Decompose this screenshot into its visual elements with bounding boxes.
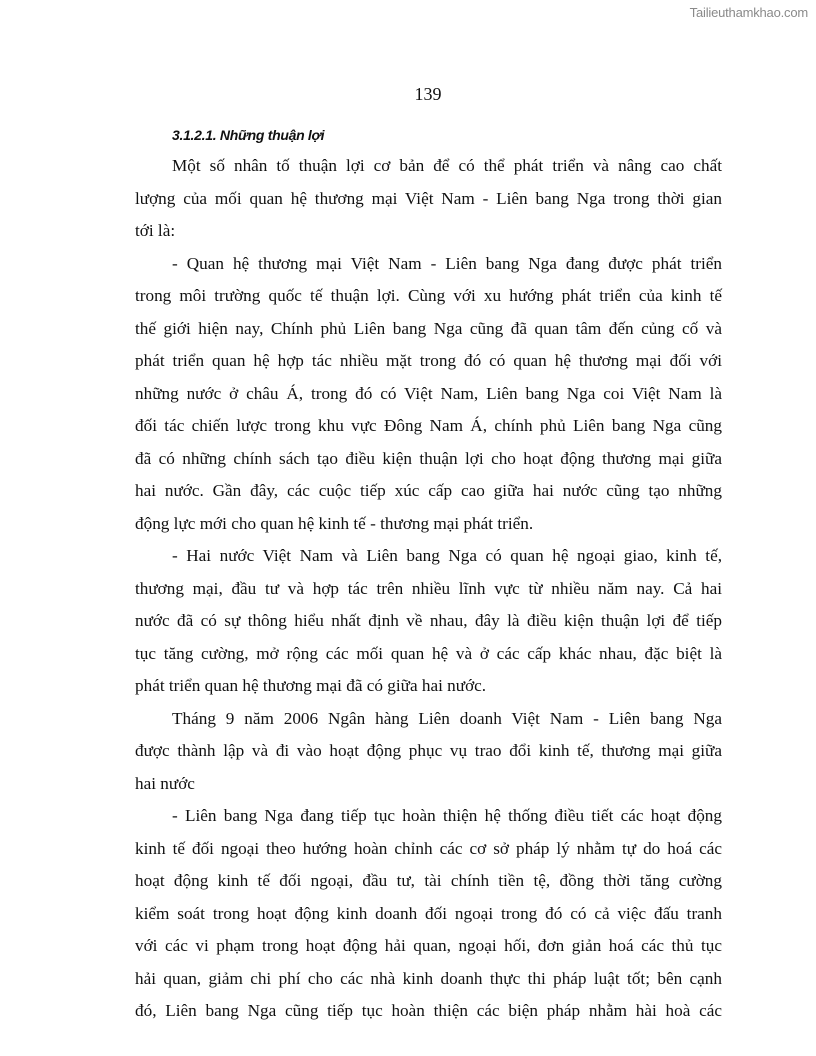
section-heading: 3.1.2.1. Những thuận lợi xyxy=(172,127,325,143)
text-line: phát triển quan hệ thương mại đã có giữa hai nước. xyxy=(135,676,487,695)
text-line: tới là: xyxy=(135,221,176,240)
text-line: trong môi trường quốc tế thuận lợi. Cùng với xu hướng phát triển của kinh tế xyxy=(135,286,722,305)
watermark: Tailieuthamkhao.com xyxy=(689,5,808,20)
text-line: hải quan, giảm chi phí cho các nhà kinh doanh thực thi pháp luật tốt; bên cạnh xyxy=(135,968,722,988)
text-line: thế giới hiện nay, Chính phủ Liên bang Nga cũng đã quan tâm đến củng cố và xyxy=(135,318,722,338)
text-line: thương mại, đầu tư và hợp tác trên nhiều lĩnh vực từ nhiều năm nay. Cả hai xyxy=(135,578,722,598)
page-number: 139 xyxy=(414,84,442,104)
text-line: lượng của mối quan hệ thương mại Việt Nam - Liên bang Nga trong thời gian xyxy=(135,188,722,208)
text-line: hai nước xyxy=(135,773,195,793)
text-line: đã có những chính sách tạo điều kiện thuận lợi cho hoạt động thương mại giữa xyxy=(135,448,722,468)
text-line: kiểm soát trong hoạt động kinh doanh đối ngoại trong đó có cả việc đấu tranh xyxy=(135,903,722,923)
text-line: - Liên bang Nga đang tiếp tục hoàn thiện hệ thống điều tiết các hoạt động xyxy=(172,806,722,825)
text-line: đối tác chiến lược trong khu vực Đông Nam Á, chính phủ Liên bang Nga cũng xyxy=(135,416,722,435)
text-line: những nước ở châu Á, trong đó có Việt Nam, Liên bang Nga coi Việt Nam là xyxy=(135,383,722,403)
text-line: nước đã có sự thông hiểu nhất định về nhau, đây là điều kiện thuận lợi để tiếp xyxy=(135,611,722,630)
text-line: phát triển quan hệ hợp tác nhiều mặt trong đó có quan hệ thương mại đối với xyxy=(135,351,722,370)
body-text xyxy=(135,150,722,1028)
text-line: Tháng 9 năm 2006 Ngân hàng Liên doanh Việt Nam - Liên bang Nga xyxy=(172,708,722,728)
text-line: hai nước. Gần đây, các cuộc tiếp xúc cấp cao giữa hai nước cũng tạo những xyxy=(135,481,722,500)
text-line: kinh tế đối ngoại theo hướng hoàn chỉnh các cơ sở pháp lý nhằm tự do hoá các xyxy=(135,838,722,858)
text-line: - Hai nước Việt Nam và Liên bang Nga có quan hệ ngoại giao, kinh tế, xyxy=(172,546,722,565)
text-line: hoạt động kinh tế đối ngoại, đầu tư, tài chính tiền tệ, đồng thời tăng cường xyxy=(135,871,722,890)
text-line: được thành lập và đi vào hoạt động phục vụ trao đổi kinh tế, thương mại giữa xyxy=(135,741,722,760)
text-line: tục tăng cường, mở rộng các mối quan hệ và ở các cấp khác nhau, đặc biệt là xyxy=(135,643,722,663)
text-line: động lực mới cho quan hệ kinh tế - thương mại phát triển. xyxy=(135,513,534,533)
text-line: đó, Liên bang Nga cũng tiếp tục hoàn thiện các biện pháp nhằm hài hoà các xyxy=(135,1001,722,1020)
text-line: với các vi phạm trong hoạt động hải quan, ngoại hối, đơn giản hoá các thủ tục xyxy=(135,936,722,955)
text-line: Một số nhân tố thuận lợi cơ bản để có thể phát triển và nâng cao chất xyxy=(172,156,722,175)
text-line: - Quan hệ thương mại Việt Nam - Liên bang Nga đang được phát triển xyxy=(172,253,722,273)
